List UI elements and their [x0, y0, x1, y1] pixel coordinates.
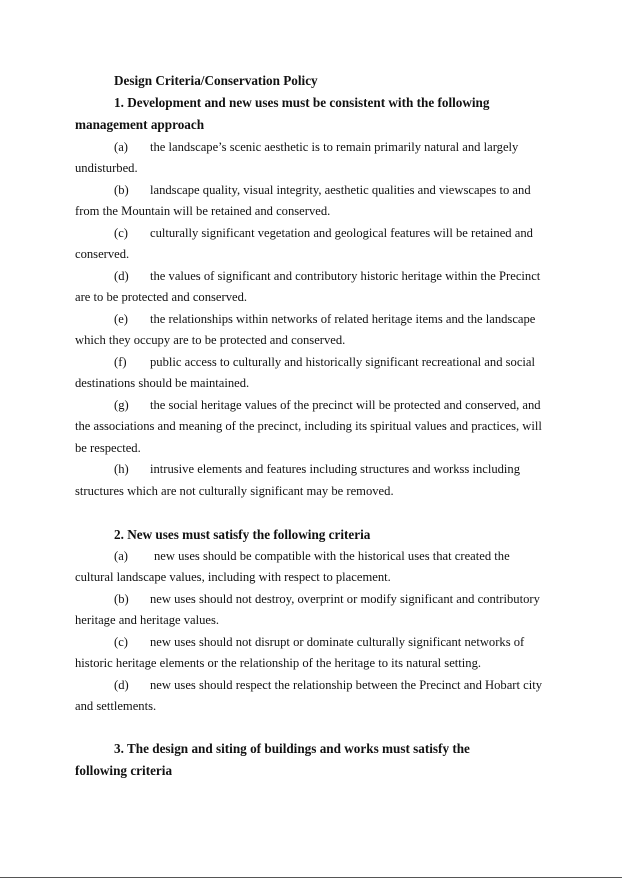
- item-text: from the Mountain will be retained and conserved.: [75, 204, 331, 218]
- page-bottom-edge: [0, 877, 622, 878]
- item-text: the social heritage values of the precinct will be protected and conserved, and: [150, 398, 541, 412]
- section-1-title: 1. Development and new uses must be consistent with the following: [114, 95, 490, 110]
- item-text: the landscape’s scenic aesthetic is to remain primarily natural and largely: [150, 140, 519, 154]
- section-1-title-cont: management approach: [75, 117, 205, 132]
- item-text: undisturbed.: [75, 161, 138, 175]
- item-label: (g): [114, 398, 129, 412]
- item-label: (b): [114, 592, 129, 606]
- item-text: intrusive elements and features including structures and workss including: [150, 462, 521, 476]
- section-3-title-cont: following criteria: [75, 763, 173, 778]
- item-text: which they occupy are to be protected and conserved.: [75, 333, 346, 347]
- item-text: new uses should not disrupt or dominate culturally significant networks of: [150, 635, 525, 649]
- item-label: (a): [114, 140, 128, 154]
- item-label: (b): [114, 183, 129, 197]
- item-text: historic heritage elements or the relationship of the heritage to its natural setting.: [75, 656, 482, 670]
- item-label: (f): [114, 355, 127, 369]
- section-3-title: 3. The design and siting of buildings and works must satisfy the: [114, 741, 470, 756]
- item-text: be respected.: [75, 441, 141, 455]
- item-label: (e): [114, 312, 128, 326]
- item-text: and settlements.: [75, 699, 157, 713]
- item-text: conserved.: [75, 247, 130, 261]
- section-2-title: 2. New uses must satisfy the following criteria: [114, 527, 371, 542]
- item-text: heritage and heritage values.: [75, 613, 220, 627]
- item-text: the associations and meaning of the precinct, including its spiritual values and practices, will: [75, 419, 542, 433]
- page-heading: Design Criteria/Conservation Policy: [114, 73, 318, 88]
- item-text: are to be protected and conserved.: [75, 290, 248, 304]
- item-text: landscape quality, visual integrity, aesthetic qualities and viewscapes to and: [150, 183, 531, 197]
- item-text: new uses should not destroy, overprint or modify significant and contributory: [150, 592, 540, 606]
- item-text: new uses should be compatible with the historical uses that created the: [154, 549, 510, 563]
- item-label: (h): [114, 462, 129, 476]
- item-text: new uses should respect the relationship between the Precinct and Hobart city: [150, 678, 543, 692]
- item-label: (d): [114, 269, 129, 283]
- item-text: the values of significant and contributory historic heritage within the Precinct: [150, 269, 541, 283]
- item-text: structures which are not culturally significant may be removed.: [75, 484, 394, 498]
- item-label: (c): [114, 635, 128, 649]
- item-text: destinations should be maintained.: [75, 376, 250, 390]
- item-label: (a): [114, 549, 128, 563]
- item-text: culturally significant vegetation and geological features will be retained and: [150, 226, 533, 240]
- item-label: (c): [114, 226, 128, 240]
- item-text: public access to culturally and historically significant recreational and social: [150, 355, 536, 369]
- item-text: cultural landscape values, including with respect to placement.: [75, 570, 391, 584]
- item-label: (d): [114, 678, 129, 692]
- item-text: the relationships within networks of related heritage items and the landscape: [150, 312, 536, 326]
